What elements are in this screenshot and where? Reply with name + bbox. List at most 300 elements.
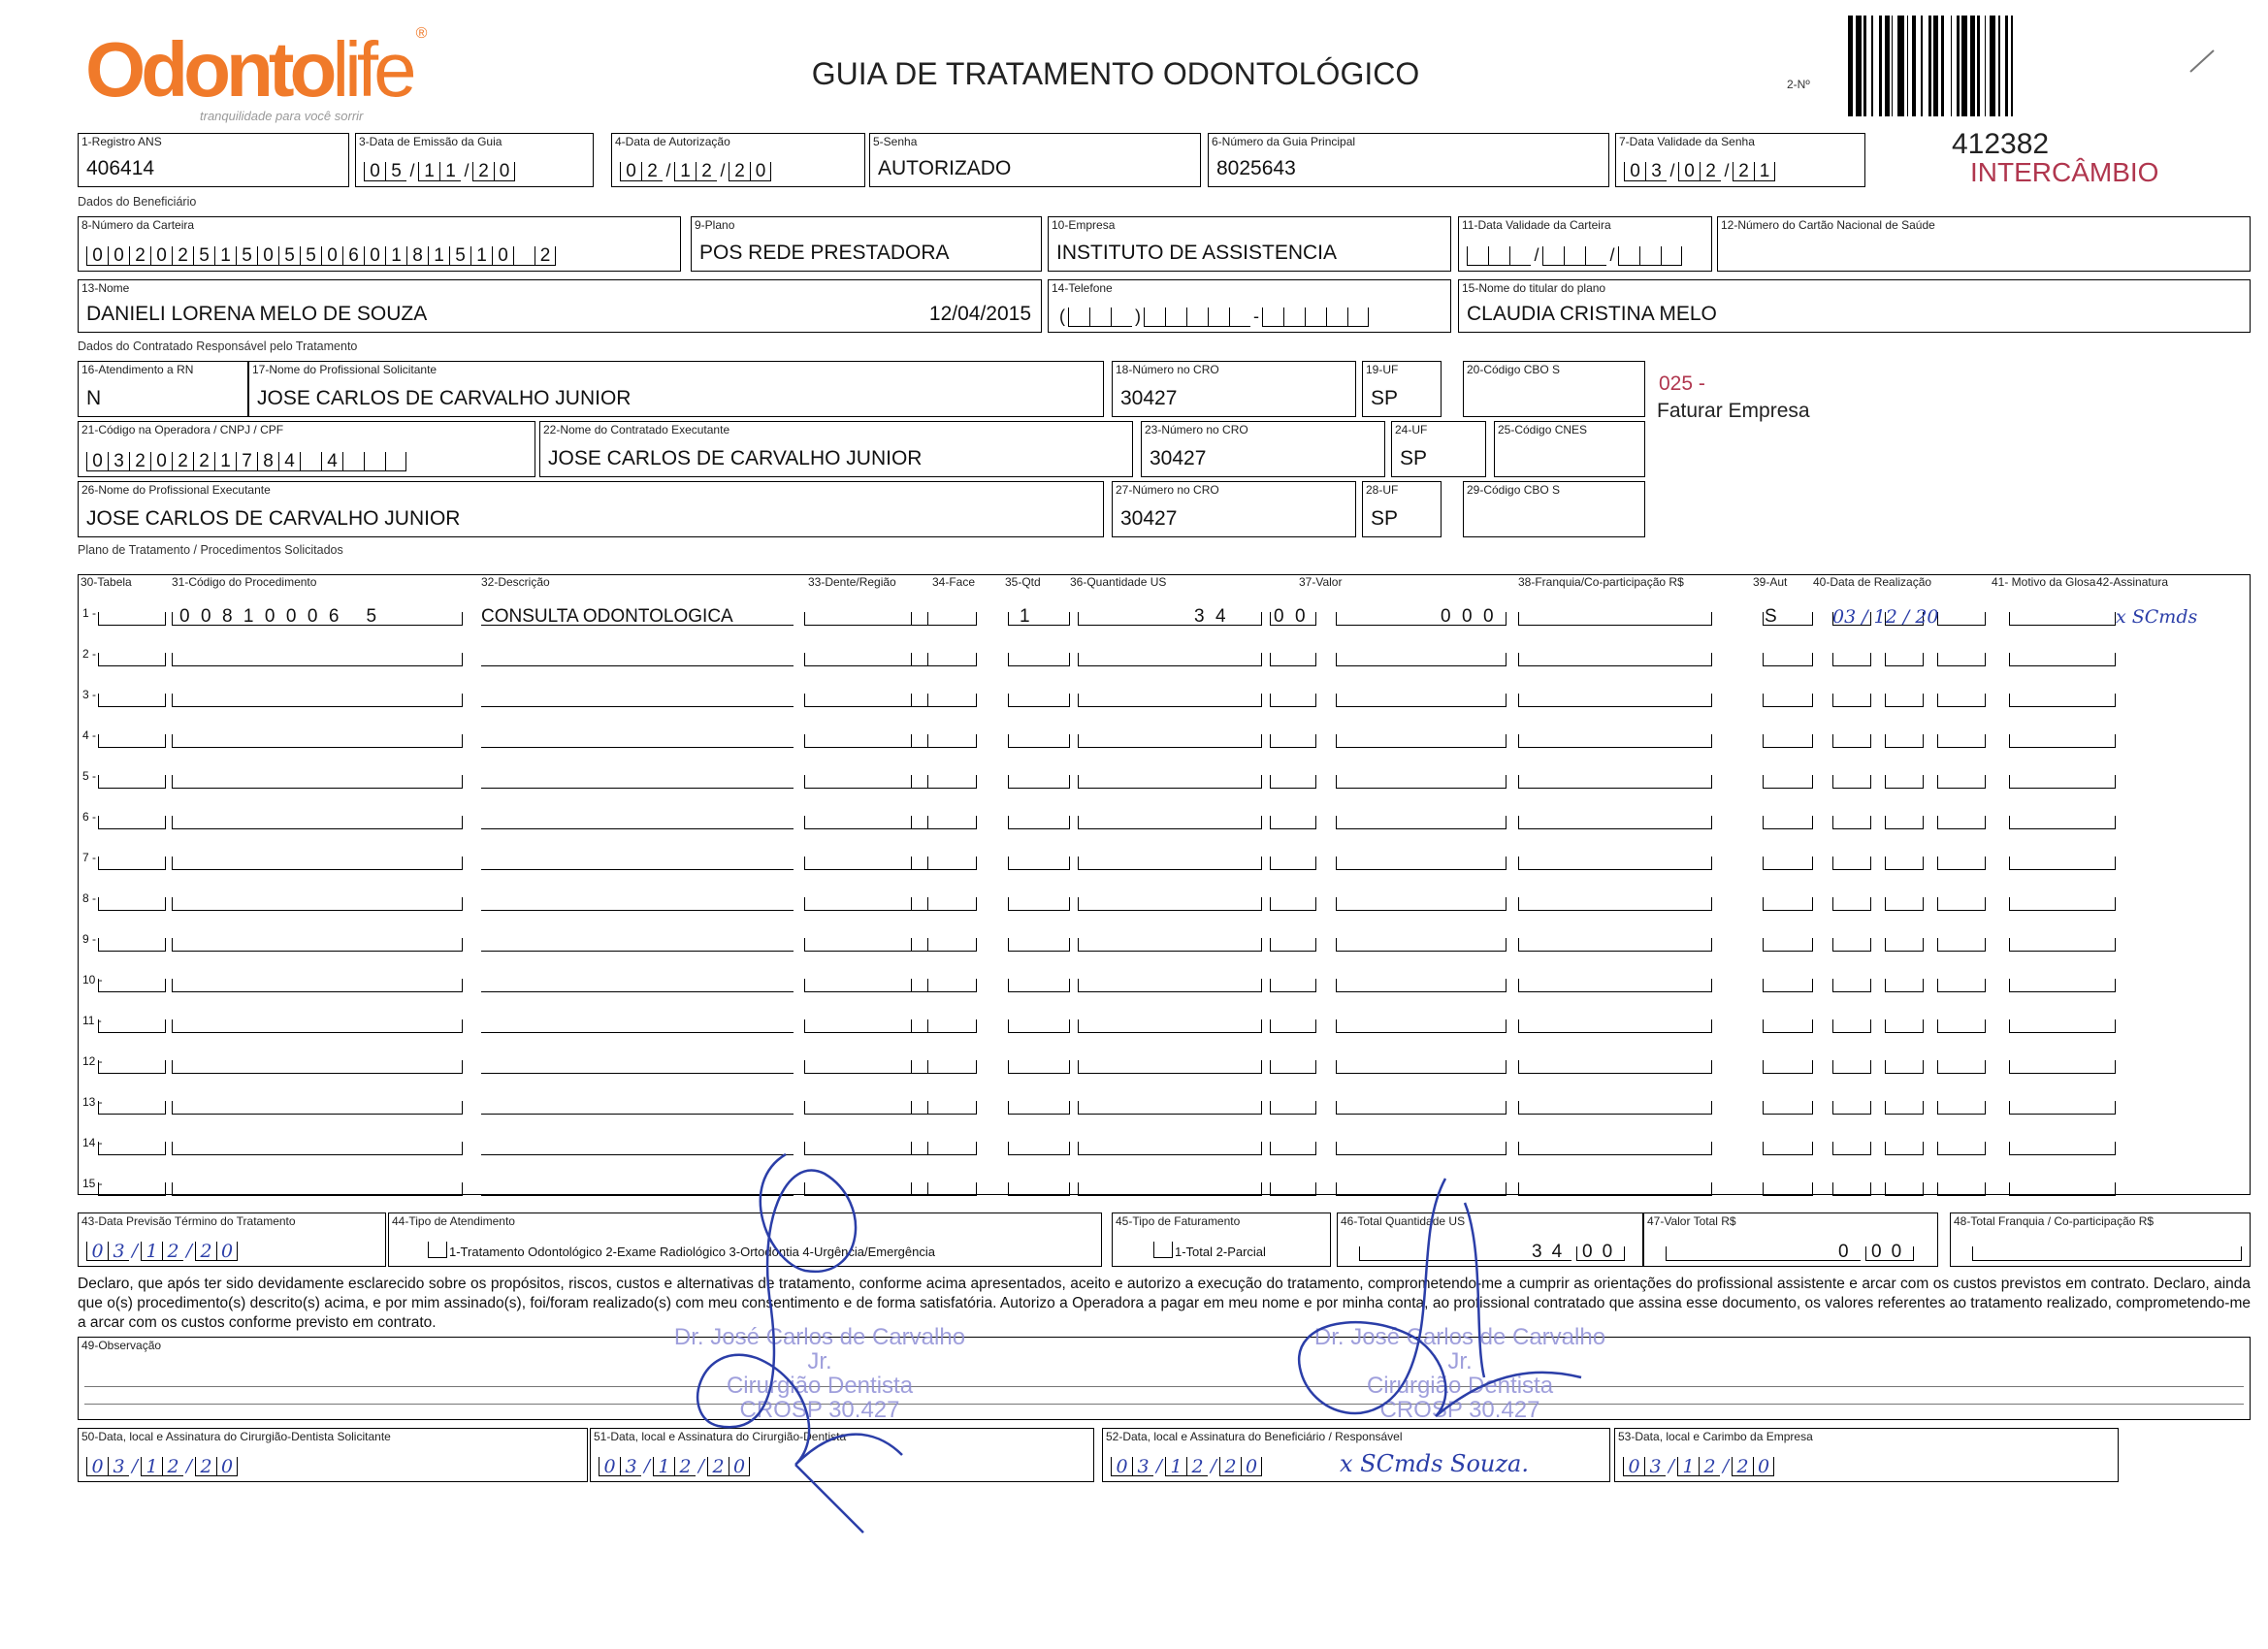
row-description-line[interactable] [481,1060,794,1074]
row-field[interactable] [1078,612,1262,626]
row-field[interactable] [98,1142,166,1155]
row-field[interactable] [804,1101,928,1115]
field-total-franquia[interactable]: 48-Total Franquia / Co-participação R$ [1950,1212,2251,1267]
row-field[interactable] [1832,1101,1871,1115]
comb-cell [1564,246,1585,266]
row-field[interactable] [98,897,166,911]
row-field[interactable] [804,897,928,911]
guide-number-label: 2-Nº [1787,78,1810,91]
row-field[interactable] [1008,1019,1070,1033]
stamp-dentist-left: Dr. José Carlos de Carvalho Jr. Cirurgião Dentista CROSP 30.427 [673,1324,966,1423]
row-description-line[interactable] [481,897,794,911]
field-observacao[interactable]: 49-Observação [78,1337,2251,1420]
row-field[interactable] [804,979,928,992]
row-field[interactable] [1078,1019,1262,1033]
row-field[interactable] [172,938,463,952]
comb-cell [1347,307,1369,327]
row-field[interactable] [1270,897,1316,911]
row-field[interactable] [98,612,166,626]
row-field[interactable] [1336,816,1507,829]
row-field[interactable] [172,775,463,789]
row-field[interactable] [1763,938,1813,952]
comb-cell: 0 [1623,1457,1644,1476]
row-field[interactable] [1937,897,1986,911]
row-field[interactable] [911,612,977,626]
table-row[interactable] [79,763,2250,789]
row-field[interactable] [172,1182,463,1196]
row-field[interactable] [1008,816,1070,829]
row-field[interactable] [1078,1182,1262,1196]
row-field[interactable] [804,775,928,789]
total-quantidade-value: 34 [1532,1242,1572,1262]
col-dente: 33-Dente/Região [808,575,896,589]
row-field[interactable] [911,816,977,829]
field-contratado-executante[interactable]: 22-Nome do Contratado Executante JOSE CARLOS DE CARVALHO JUNIOR [539,421,1133,477]
row-field[interactable] [1763,979,1813,992]
row-field[interactable] [1270,1060,1316,1074]
field-uf-28[interactable]: 28-UF SP [1362,481,1442,537]
row-field[interactable] [1937,1060,1986,1074]
row-description-line[interactable] [481,1019,794,1033]
row-field[interactable] [1270,734,1316,748]
table-row[interactable] [79,682,2250,707]
comb-cell: 5 [385,162,406,181]
comb-cell: 1 [439,162,461,181]
row-field[interactable] [804,653,928,666]
row-field[interactable] [1763,857,1813,870]
row-field[interactable] [911,1019,977,1033]
row-field[interactable] [1885,1182,1924,1196]
row-field[interactable] [2009,979,2116,992]
row1-qtd-us-dec: 0 0 [1274,606,1306,627]
comb-cell: 5 [449,246,470,266]
field-numero-carteira[interactable]: 8-Número da Carteira 0 0 2 0 2 5 1 5 0 5 5 0 6 0 1 8 1 5 1 0 2 [78,216,681,272]
row-description-line[interactable] [481,816,794,829]
row-field[interactable] [1008,897,1070,911]
row-field[interactable] [1270,653,1316,666]
row-field[interactable] [1763,816,1813,829]
row-field[interactable] [1270,816,1316,829]
field-plano[interactable]: 9-Plano POS REDE PRESTADORA [691,216,1042,272]
field-uf-19[interactable]: 19-UF SP [1362,361,1442,417]
row-field[interactable] [804,1060,928,1074]
table-row[interactable] [79,723,2250,748]
row-field[interactable] [1885,857,1924,870]
row-number: 10 - [82,973,103,986]
row-field[interactable] [1078,979,1262,992]
row-field[interactable] [172,857,463,870]
row-field[interactable] [804,734,928,748]
row-field[interactable] [1078,1142,1262,1155]
field-telefone[interactable]: 14-Telefone ( ) - [1048,279,1451,333]
row-description-line[interactable] [481,857,794,870]
row-field[interactable] [1518,694,1712,707]
row-field[interactable] [911,694,977,707]
row-field[interactable] [172,979,463,992]
row-field[interactable] [1518,857,1712,870]
row-field[interactable] [1763,694,1813,707]
comb-cell: 0 [750,162,771,181]
row-field[interactable] [98,653,166,666]
row-field[interactable] [1336,653,1507,666]
row-field[interactable] [804,938,928,952]
row-field[interactable] [1336,938,1507,952]
field-profissional-executante[interactable]: 26-Nome do Profissional Executante JOSE CARLOS DE CARVALHO JUNIOR [78,481,1104,537]
row-field[interactable] [1763,653,1813,666]
row-field[interactable] [2009,1101,2116,1115]
row-field[interactable] [1008,1101,1070,1115]
row-field[interactable] [98,816,166,829]
table-row[interactable] [79,804,2250,829]
row-field[interactable] [1078,857,1262,870]
row-field[interactable] [1518,653,1712,666]
comb-cell: 0 [321,246,342,266]
row-field[interactable] [1518,1142,1712,1155]
table-row[interactable] [79,1008,2250,1033]
row-field[interactable] [1008,857,1070,870]
row-field[interactable] [1336,857,1507,870]
row-number: 9 - [82,932,97,946]
cro-23-value: 30427 [1150,447,1207,469]
field-cartao-nacional-saude[interactable]: 12-Número do Cartão Nacional de Saúde [1717,216,2251,272]
row-field[interactable] [1763,734,1813,748]
row-field[interactable] [1078,1101,1262,1115]
row-field[interactable] [1832,734,1871,748]
row-field[interactable] [1885,897,1924,911]
row-field[interactable] [1518,938,1712,952]
row-field[interactable] [98,1182,166,1196]
row-field[interactable] [172,816,463,829]
row-field[interactable] [1832,1142,1871,1155]
row-field[interactable] [1270,857,1316,870]
field-data-emissao[interactable]: 3-Data de Emissão da Guia 0 5 / 1 1 / 2 0 [355,133,594,187]
row-field[interactable] [98,857,166,870]
row-field[interactable] [1937,979,1986,992]
row-description-line[interactable] [481,775,794,789]
row-field[interactable] [1008,938,1070,952]
row-field[interactable] [1008,653,1070,666]
row-field[interactable] [1937,1101,1986,1115]
row-field[interactable] [1336,1101,1507,1115]
field-tipo-atendimento[interactable]: 44-Tipo de Atendimento 1-Tratamento Odontológico 2-Exame Radiológico 3-Ortodontia 4-Urgência/Emergência [388,1212,1102,1267]
row-field[interactable] [1008,734,1070,748]
row-field[interactable] [1078,775,1262,789]
field-atendimento-rn[interactable]: 16-Atendimento a RN N [78,361,248,417]
row-field[interactable] [1008,979,1070,992]
row-description-line[interactable] [481,1101,794,1115]
row-field[interactable] [1832,938,1871,952]
table-row[interactable] [79,600,2250,626]
row-field[interactable] [1763,1019,1813,1033]
row-field[interactable] [1885,1142,1924,1155]
row-field[interactable] [911,979,977,992]
field-assinatura-solicitante[interactable]: 50-Data, local e Assinatura do Cirurgião-Dentista Solicitante 0 3 / 1 2 / 2 0 [78,1428,588,1482]
comb-cell: 2 [129,452,150,471]
row-field[interactable] [172,1019,463,1033]
row-field[interactable] [172,1060,463,1074]
row-field[interactable] [2009,1142,2116,1155]
table-row[interactable] [79,1049,2250,1074]
field-assinatura-beneficiario[interactable]: 52-Data, local e Assinatura do Beneficiário / Responsável 0 3 / 1 2 / 2 0 x SCmds Souza. [1102,1428,1610,1482]
row-field[interactable] [1937,612,1986,626]
empresa-value: INSTITUTO DE ASSISTENCIA [1056,242,1337,264]
row-field[interactable] [2009,734,2116,748]
row-field[interactable] [98,734,166,748]
row-field[interactable] [804,816,928,829]
row-field[interactable] [1008,612,1070,626]
row-field[interactable] [911,1101,977,1115]
row-field[interactable] [1518,775,1712,789]
row-field[interactable] [1885,734,1924,748]
table-row[interactable] [79,1130,2250,1155]
row-field[interactable] [1937,857,1986,870]
row-field[interactable] [1078,897,1262,911]
row-field[interactable] [1078,734,1262,748]
field-nome-titular[interactable]: 15-Nome do titular do plano CLAUDIA CRISTINA MELO [1458,279,2251,333]
row-field[interactable] [1885,1019,1924,1033]
table-row[interactable] [79,641,2250,666]
row-field[interactable] [1270,694,1316,707]
date-separator: - [1253,307,1259,326]
row-field[interactable] [1336,694,1507,707]
row-description-line[interactable] [481,979,794,992]
row-field[interactable] [1270,775,1316,789]
row-field[interactable] [172,653,463,666]
field-senha[interactable]: 5-Senha AUTORIZADO [869,133,1201,187]
row-field[interactable] [2009,775,2116,789]
field-uf-24[interactable]: 24-UF SP [1391,421,1486,477]
row-field[interactable] [172,734,463,748]
row-field[interactable] [1763,1182,1813,1196]
row-description-line[interactable] [481,694,794,707]
table-row[interactable] [79,1089,2250,1115]
row-field[interactable] [2009,653,2116,666]
row-field[interactable] [1336,1142,1507,1155]
field-previsao-termino[interactable]: 43-Data Previsão Término do Tratamento 0 3 / 1 2 / 2 0 [78,1212,386,1267]
row-field[interactable] [911,938,977,952]
field-cnes[interactable]: 25-Código CNES [1494,421,1645,477]
row-field[interactable] [1763,1060,1813,1074]
date-separator: / [643,1456,651,1476]
profissional-executante-value: JOSE CARLOS DE CARVALHO JUNIOR [86,507,461,530]
row-field[interactable] [1937,734,1986,748]
row-field[interactable] [1937,1182,1986,1196]
row-field[interactable] [1885,694,1924,707]
row-field[interactable] [1763,897,1813,911]
tipo-faturamento-box[interactable] [1153,1242,1173,1258]
guia-principal-value: 8025643 [1216,157,1296,179]
row-field[interactable] [1885,1060,1924,1074]
row-field[interactable] [1832,857,1871,870]
row-field[interactable] [1885,653,1924,666]
row-field[interactable] [1270,1101,1316,1115]
row-field[interactable] [1518,1019,1712,1033]
row-field[interactable] [1832,1019,1871,1033]
row-field[interactable] [1270,979,1316,992]
row-field[interactable] [1336,775,1507,789]
row-field[interactable] [1518,816,1712,829]
row-field[interactable] [1885,938,1924,952]
date-separator: / [131,1241,139,1261]
row-description-line[interactable] [481,653,794,666]
col-qtd: 35-Qtd [1005,575,1041,589]
row-field[interactable] [911,653,977,666]
row-field[interactable] [2009,857,2116,870]
row-field[interactable] [1008,694,1070,707]
row-field[interactable] [1336,897,1507,911]
row-field[interactable] [1885,775,1924,789]
field-total-quantidade-us[interactable]: 46-Total Quantidade US 34 00 [1337,1212,1643,1267]
guide-number: 412382 [1952,128,2050,160]
table-row[interactable] [79,845,2250,870]
row-field[interactable] [1832,775,1871,789]
row-field[interactable] [1518,897,1712,911]
field-validade-carteira[interactable]: 11-Data Validade da Carteira / / [1458,216,1712,272]
row-field[interactable] [172,1101,463,1115]
field-data-autorizacao[interactable]: 4-Data de Autorização 0 2 / 1 2 / 2 0 [611,133,865,187]
row-field[interactable] [1518,979,1712,992]
row-field[interactable] [98,1019,166,1033]
row-field[interactable] [804,1019,928,1033]
row-field[interactable] [1270,938,1316,952]
field-cbo-29[interactable]: 29-Código CBO S [1463,481,1645,537]
row-field[interactable] [1336,1060,1507,1074]
row-field[interactable] [1885,816,1924,829]
row-field[interactable] [1832,897,1871,911]
field-guia-principal[interactable]: 6-Número da Guia Principal 8025643 [1208,133,1609,187]
row-field[interactable] [1885,979,1924,992]
comb-cell [1068,307,1089,327]
row-field[interactable] [1518,1101,1712,1115]
row-field[interactable] [2009,1182,2116,1196]
row-field[interactable] [2009,816,2116,829]
table-row[interactable] [79,926,2250,952]
row-field[interactable] [1008,1060,1070,1074]
field-registro-ans[interactable]: 1-Registro ANS 406414 [78,133,349,187]
row-number: 15 - [82,1177,103,1190]
row-field[interactable] [1937,816,1986,829]
field-cro-27[interactable]: 27-Número no CRO 30427 [1112,481,1356,537]
row-field[interactable] [2009,1019,2116,1033]
table-row[interactable] [79,967,2250,992]
field-nome[interactable]: 13-Nome DANIELI LORENA MELO DE SOUZA 12/04/2015 [78,279,1042,333]
row-field[interactable] [2009,612,2116,626]
row-field[interactable] [1078,938,1262,952]
row-field[interactable] [1518,612,1712,626]
row-field[interactable] [98,1101,166,1115]
row-field[interactable] [98,938,166,952]
row-field[interactable] [911,1060,977,1074]
row-description-line[interactable] [481,734,794,748]
row-field[interactable] [1078,816,1262,829]
row-field[interactable] [1832,1182,1871,1196]
row-field[interactable] [1008,1142,1070,1155]
row-field[interactable] [1763,1142,1813,1155]
row-field[interactable] [1937,1019,1986,1033]
row-field[interactable] [1832,816,1871,829]
row-field[interactable] [1937,1142,1986,1155]
row-field[interactable] [804,612,928,626]
row-field[interactable] [98,979,166,992]
field-empresa[interactable]: 10-Empresa INSTITUTO DE ASSISTENCIA [1048,216,1451,272]
row-field[interactable] [1937,653,1986,666]
comb-cell: 1 [385,246,406,266]
row-field[interactable] [911,734,977,748]
row-field[interactable] [2009,938,2116,952]
tipo-atendimento-box[interactable] [428,1242,447,1258]
row-field[interactable] [1832,1060,1871,1074]
row-field[interactable] [1008,1182,1070,1196]
row-field[interactable] [2009,694,2116,707]
assinatura-beneficiario-date [1111,1457,1262,1476]
table-row[interactable] [79,886,2250,911]
row-field[interactable] [1832,979,1871,992]
row-field[interactable] [1763,775,1813,789]
row-number: 3 - [82,688,97,701]
row-field[interactable] [1078,653,1262,666]
row-field[interactable] [1832,653,1871,666]
row-field[interactable] [911,775,977,789]
row-field[interactable] [2009,1060,2116,1074]
field-codigo-operadora[interactable]: 21-Código na Operadora / CNPJ / CPF 0 3 2 0 2 2 1 7 8 4 4 [78,421,535,477]
comb-cell: 0 [1678,162,1700,181]
row-field[interactable] [1270,1142,1316,1155]
row-field[interactable] [1937,938,1986,952]
field-valor-total[interactable]: 47-Valor Total R$ 0 00 [1643,1212,1938,1267]
row-field[interactable] [1885,1101,1924,1115]
row-field[interactable] [98,694,166,707]
field-profissional-solicitante[interactable]: 17-Nome do Profissional Solicitante JOSE CARLOS DE CARVALHO JUNIOR [248,361,1104,417]
row-field[interactable] [98,775,166,789]
row-field[interactable] [1078,694,1262,707]
row-field[interactable] [1937,694,1986,707]
field-cro-18[interactable]: 18-Número no CRO 30427 [1112,361,1356,417]
row-field[interactable] [1078,1060,1262,1074]
comb-cell: 0 [599,1457,620,1476]
row-field[interactable] [1518,734,1712,748]
field-cbo-20[interactable]: 20-Código CBO S [1463,361,1645,417]
row-field[interactable] [2009,897,2116,911]
row-field[interactable] [1008,775,1070,789]
row1-data: 03 / 12 / 20 [1832,606,1939,628]
row-field[interactable] [1518,1060,1712,1074]
row-field[interactable] [804,694,928,707]
row-field[interactable] [911,897,977,911]
row-field[interactable] [1832,694,1871,707]
row-field[interactable] [1336,734,1507,748]
row-field[interactable] [172,1142,463,1155]
field-carimbo-empresa[interactable]: 53-Data, local e Carimbo da Empresa 0 3 / 1 2 / 2 0 [1614,1428,2119,1482]
row-field[interactable] [1336,979,1507,992]
row-description-line[interactable] [481,938,794,952]
field-tipo-faturamento[interactable]: 45-Tipo de Faturamento 1-Total 2-Parcial [1112,1212,1331,1267]
row-field[interactable] [1937,775,1986,789]
row1-valor-dec: 0 0 [1462,606,1494,627]
row-field[interactable] [172,694,463,707]
field-validade-senha[interactable]: 7-Data Validade da Senha 0 3 / 0 2 / 2 1 [1615,133,1865,187]
table-row[interactable] [79,1171,2250,1196]
row-field[interactable] [98,1060,166,1074]
row-field[interactable] [1270,1019,1316,1033]
row-field[interactable] [1336,1019,1507,1033]
field-assinatura-dentista[interactable]: 51-Data, local e Assinatura do Cirurgião-Dentista 0 3 / 1 2 / 2 0 [590,1428,1094,1482]
field-cro-23[interactable]: 23-Número no CRO 30427 [1141,421,1385,477]
row-field[interactable] [1763,1101,1813,1115]
row-field[interactable] [172,897,463,911]
comb-cell: 0 [108,246,129,266]
row-field[interactable] [804,857,928,870]
row-field[interactable] [911,857,977,870]
